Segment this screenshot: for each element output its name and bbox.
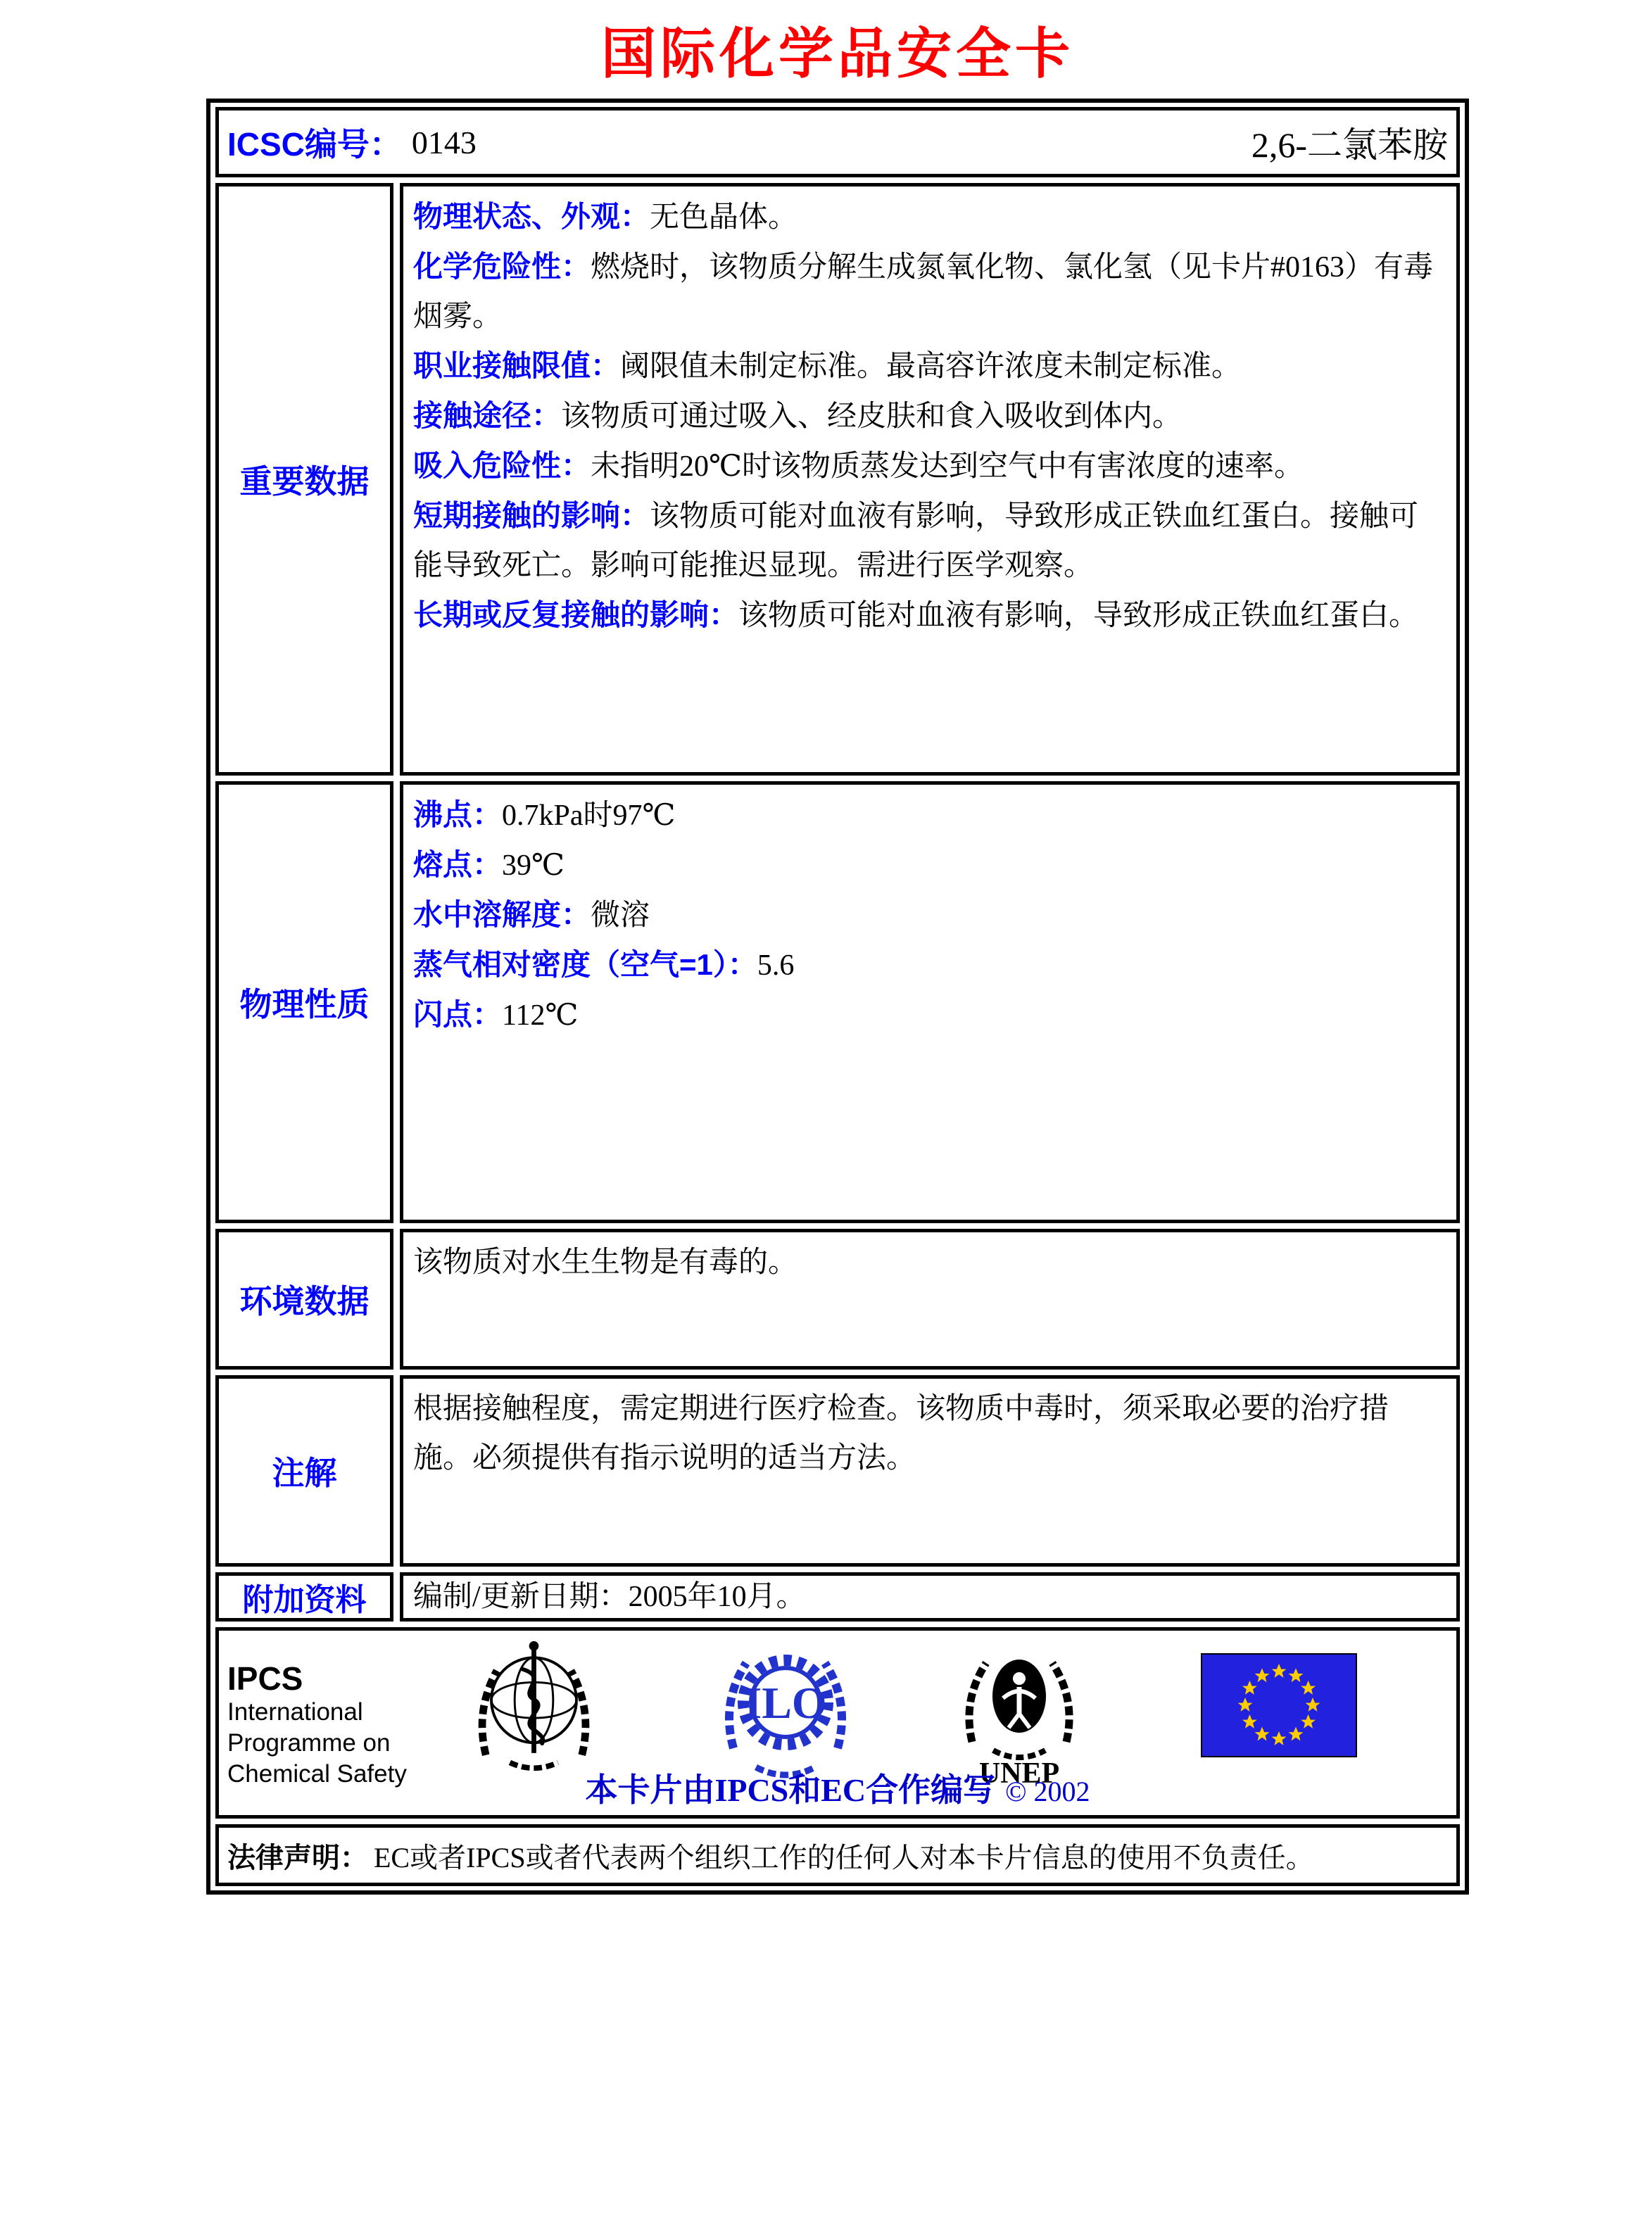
section-title-physical-properties: 物理性质: [215, 781, 393, 1223]
section-title-notes: 注解: [215, 1375, 393, 1567]
field-melting-point: 熔点：39℃: [413, 848, 565, 882]
field-physical-state: 物理状态、外观：无色晶体。: [413, 200, 798, 234]
field-vapor-density: 蒸气相对密度（空气=1）：5.6: [413, 948, 795, 982]
icsc-card: [206, 99, 1469, 1895]
field-short-term-effects: 短期接触的影响：该物质可能对血液有影响，导致形成正铁血红蛋白。接触可能导致死亡。影响可能推迟显现。需进行医学观察。: [413, 499, 1419, 582]
section-important-data: [215, 183, 1460, 776]
section-content-notes: 根据接触程度，需定期进行医疗检查。该物质中毒时，须采取必要的治疗措施。必须提供有指示说明的适当方法。: [400, 1375, 1460, 1567]
section-environmental-data: [215, 1229, 1460, 1370]
chemical-name: 2,6-二氯苯胺: [1251, 125, 1448, 165]
section-content-physical-properties: [400, 781, 1460, 1223]
icsc-number-value: 0143: [411, 124, 477, 160]
field-flash-point: 闪点：112℃: [413, 998, 579, 1032]
svg-text:UNEP: UNEP: [978, 1757, 1060, 1788]
page-title: 国际化学品安全卡: [600, 23, 1074, 84]
footer-cell: [215, 1627, 1460, 1819]
section-title-additional-info: 附加资料: [215, 1572, 393, 1622]
copyright: © 2002: [1005, 1776, 1090, 1807]
update-date: 编制/更新日期：2005年10月。: [413, 1581, 806, 1613]
ipcs-title: IPCS: [227, 1660, 303, 1697]
section-title-important-data: 重要数据: [215, 183, 393, 776]
legal-row: [215, 1824, 1460, 1886]
footer-row: [215, 1627, 1460, 1819]
icsc-number-label: ICSC编号：: [227, 126, 402, 163]
field-boiling-point: 沸点：0.7kPa时97℃: [413, 798, 676, 832]
section-content-important-data: [400, 183, 1460, 776]
header-row: [215, 107, 1460, 177]
field-inhalation-risk: 吸入危险性：未指明20℃时该物质蒸发达到空气中有害浓度的速率。: [413, 449, 1304, 483]
field-occupational-limits: 职业接触限值：阈限值未制定标准。最高容许浓度未制定标准。: [413, 349, 1242, 383]
field-long-term-effects: 长期或反复接触的影响：该物质可能对血液有影响，导致形成正铁血红蛋白。: [413, 598, 1419, 632]
eu-flag-icon: [1201, 1653, 1357, 1757]
who-logo-icon: [465, 1635, 603, 1779]
section-physical-properties: [215, 781, 1460, 1223]
footer-caption: 本卡片由IPCS和EC合作编写 © 2002: [585, 1772, 1090, 1808]
section-content-additional-info: [400, 1572, 1460, 1622]
legal-label: 法律声明：: [227, 1842, 368, 1873]
section-notes: [215, 1375, 1460, 1567]
field-water-solubility: 水中溶解度：微溶: [413, 898, 650, 932]
svg-text:ILO: ILO: [744, 1678, 827, 1728]
ilo-logo-icon: [715, 1632, 856, 1787]
section-content-environmental-data: 该物质对水生生物是有毒的。: [400, 1229, 1460, 1370]
legal-text: EC或者IPCS或者代表两个组织工作的任何人对本卡片信息的使用不负责任。: [374, 1841, 1314, 1873]
field-chemical-danger: 化学危险性：燃烧时，该物质分解生成氮氧化物、氯化氢（见卡片#0163）有毒烟雾。: [413, 250, 1434, 333]
section-title-environmental-data: 环境数据: [215, 1229, 393, 1370]
ipcs-text-block: IPCS International Programme on Chemical Safety: [227, 1660, 407, 1788]
section-additional-info: [215, 1572, 1460, 1622]
field-exposure-routes: 接触途径：该物质可通过吸入、经皮肤和食入吸收到体内。: [413, 399, 1183, 433]
header-cell: [215, 107, 1460, 177]
legal-cell: [215, 1824, 1460, 1886]
